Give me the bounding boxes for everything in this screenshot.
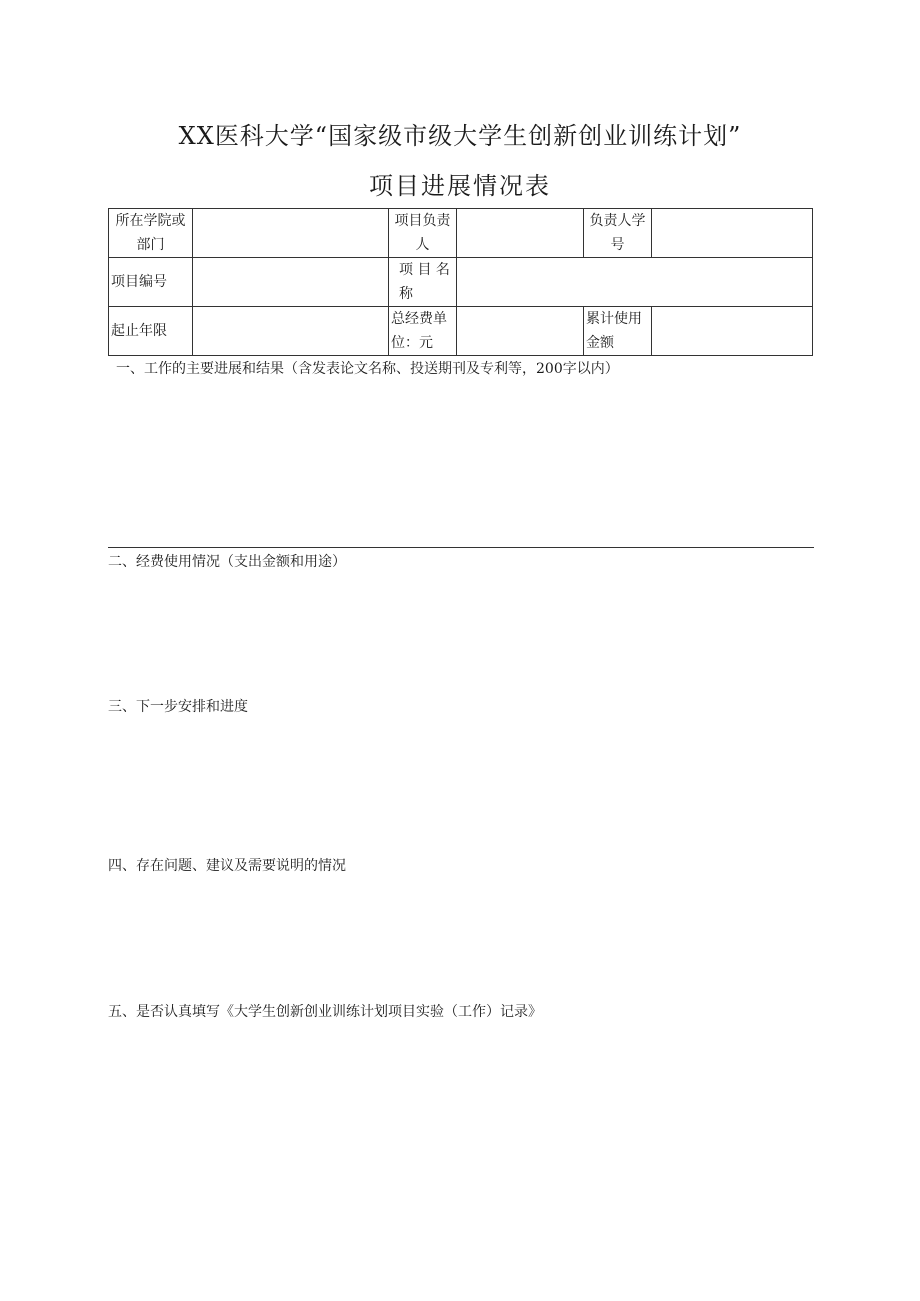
section-progress-heading: 一、工作的主要进展和结果（含发表论文名称、投送期刊及专利等，200字以内） — [116, 361, 619, 377]
college-label: 所在学院或部门 — [109, 209, 193, 258]
form-subtitle: 项目进展情况表 — [369, 172, 551, 200]
used-amount-label: 累计使用金额 — [584, 307, 652, 356]
section-next-steps-heading: 三、下一步安排和进度 — [108, 699, 248, 715]
college-field[interactable] — [193, 209, 389, 258]
period-label: 起止年限 — [109, 307, 193, 356]
section-issues-heading: 四、存在问题、建议及需要说明的情况 — [108, 858, 346, 874]
project-name-label: 项 目 名 称 — [389, 258, 457, 307]
table-row — [109, 258, 813, 307]
student-id-label: 负责人学号 — [584, 209, 652, 258]
project-no-label: 项目编号 — [109, 258, 193, 307]
project-no-field[interactable] — [193, 258, 389, 307]
project-info-table — [108, 208, 813, 356]
section-funds-heading: 二、经费使用情况（支出金额和用途） — [108, 554, 346, 570]
section-record-heading: 五、是否认真填写《大学生创新创业训练计划项目实验（工作）记录》 — [108, 1004, 542, 1020]
table-row — [109, 307, 813, 356]
section-divider — [108, 547, 814, 548]
table-row — [109, 209, 813, 258]
total-funds-field[interactable] — [457, 307, 584, 356]
period-field[interactable] — [193, 307, 389, 356]
project-name-field[interactable] — [457, 258, 813, 307]
total-funds-label: 总经费单位：元 — [389, 307, 457, 356]
form-title: XX医科大学“国家级市级大学生创新创业训练计划” — [178, 122, 742, 150]
leader-label: 项目负责人 — [389, 209, 457, 258]
leader-field[interactable] — [457, 209, 584, 258]
student-id-field[interactable] — [652, 209, 813, 258]
used-amount-field[interactable] — [652, 307, 813, 356]
